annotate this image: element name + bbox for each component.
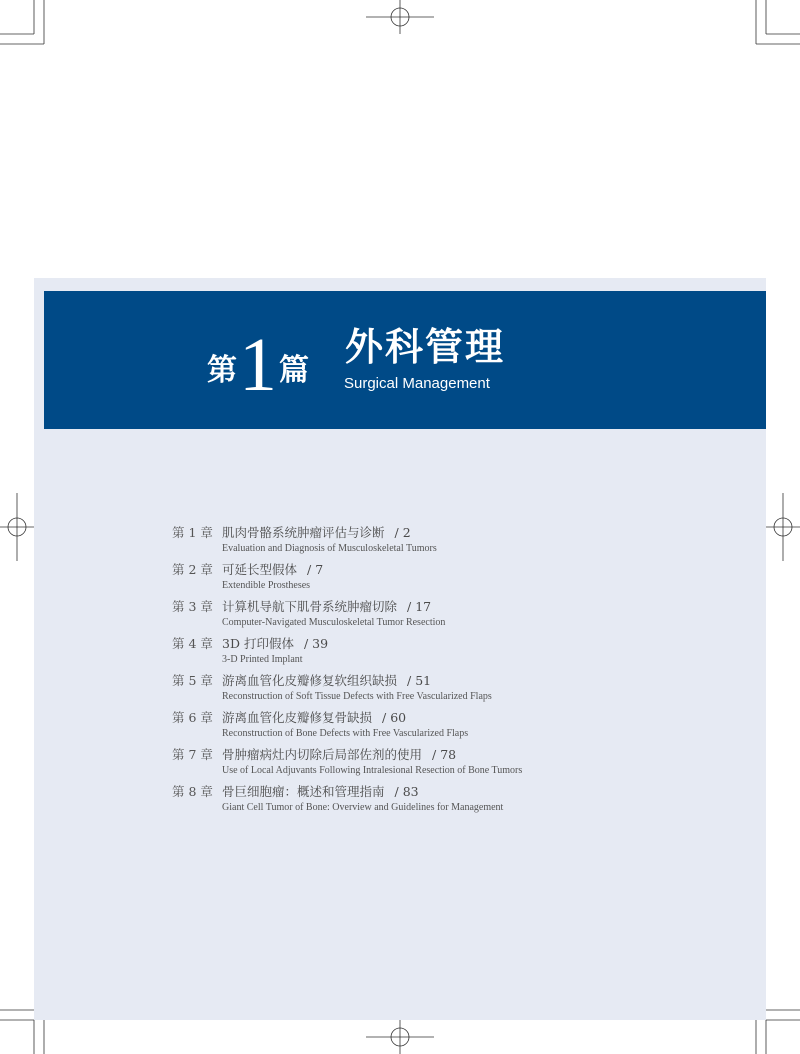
- part-number: 1: [239, 323, 277, 408]
- chapter-title-cn: 可延长型假体: [222, 562, 298, 577]
- toc-entry[interactable]: [172, 525, 732, 562]
- chapter-title-en: Computer-Navigated Musculoskeletal Tumor Resection: [222, 617, 446, 628]
- chapter-title-en: Extendible Prostheses: [222, 580, 311, 591]
- chapter-title-cn: 计算机导航下肌骨系统肿瘤切除: [222, 599, 398, 614]
- chapter-title-cn: 肌肉骨骼系统肿瘤评估与诊断: [222, 525, 385, 540]
- chapter-title-cn: 游离血管化皮瓣修复软组织缺损: [222, 673, 398, 688]
- chapter-number: 第 4 章: [172, 636, 213, 651]
- chapter-page: / 7: [307, 562, 324, 577]
- chapter-number: 第 7 章: [172, 747, 213, 762]
- chapter-title-cn: 3D 打印假体: [222, 636, 294, 651]
- part-title-cn: 外科管理: [345, 325, 506, 369]
- chapter-title-cn: 游离血管化皮瓣修复骨缺损: [222, 710, 373, 725]
- part-prefix: 第: [207, 353, 237, 388]
- toc-entry[interactable]: [172, 784, 732, 821]
- toc-entry[interactable]: [172, 710, 732, 747]
- toc-entry[interactable]: [172, 562, 732, 599]
- chapter-title-cn: 骨肿瘤病灶内切除后局部佐剂的使用: [222, 747, 423, 762]
- chapter-page: / 60: [382, 710, 407, 725]
- toc-entry[interactable]: [172, 673, 732, 710]
- chapter-page: / 39: [303, 636, 329, 651]
- chapter-title-en: Evaluation and Diagnosis of Musculoskeletal Tumors: [222, 543, 437, 554]
- chapter-page: / 17: [407, 599, 432, 614]
- chapter-page: / 78: [432, 747, 457, 762]
- toc-entry[interactable]: [172, 636, 732, 673]
- chapter-title-en: Use of Local Adjuvants Following Intralesional Resection of Bone Tumors: [222, 765, 523, 776]
- chapter-title-en: Reconstruction of Bone Defects with Free Vascularized Flaps: [222, 728, 469, 739]
- chapter-title-en: Giant Cell Tumor of Bone: Overview and Guidelines for Management: [222, 802, 504, 813]
- chapter-page: / 83: [394, 784, 419, 799]
- chapter-title-cn: 骨巨细胞瘤：概述和管理指南: [222, 784, 385, 799]
- part-title-en: Surgical Management: [344, 375, 490, 392]
- chapter-number: 第 1 章: [172, 525, 213, 540]
- chapter-title-en: Reconstruction of Soft Tissue Defects with Free Vascularized Flaps: [222, 691, 492, 702]
- chapter-number: 第 6 章: [172, 710, 213, 725]
- part-suffix: 篇: [279, 353, 309, 388]
- chapter-number: 第 2 章: [172, 562, 213, 577]
- chapter-number: 第 5 章: [172, 673, 213, 688]
- chapter-number: 第 3 章: [172, 599, 213, 614]
- part-number-label: [207, 323, 309, 408]
- toc-entry[interactable]: [172, 599, 732, 636]
- table-of-contents: [172, 525, 732, 821]
- chapter-title-en: 3-D Printed Implant: [222, 654, 303, 665]
- toc-entry[interactable]: [172, 747, 732, 784]
- chapter-number: 第 8 章: [172, 784, 213, 799]
- chapter-page: / 51: [407, 673, 432, 688]
- chapter-page: / 2: [394, 525, 411, 540]
